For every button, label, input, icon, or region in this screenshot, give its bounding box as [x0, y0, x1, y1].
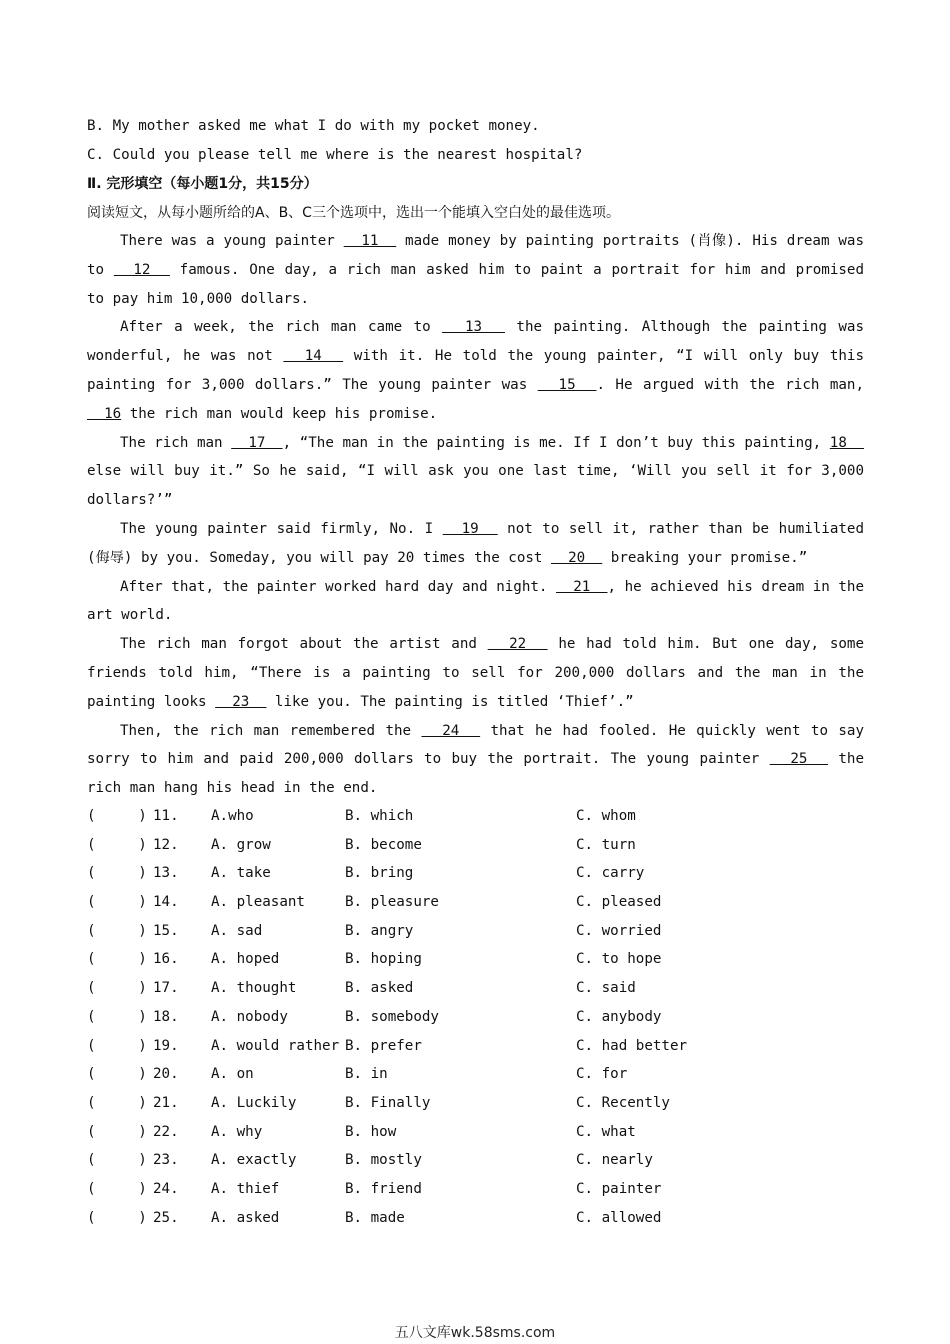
question-row: [87, 1122, 864, 1151]
option-a: A.who: [211, 808, 254, 824]
answer-bracket: ( ): [87, 808, 147, 824]
question-number: 13.: [153, 865, 179, 882]
passage-text: After a week, the rich man came to: [120, 319, 443, 336]
option-b: B. somebody: [345, 1008, 439, 1025]
question-number: 12.: [153, 836, 179, 853]
option-c: C. allowed: [576, 1209, 662, 1226]
section-heading: Ⅱ. 完形填空（每小题1分，共15分）: [87, 176, 318, 192]
answer-blank: 17: [231, 434, 283, 451]
option-c: C. nearly: [576, 1152, 653, 1169]
option-b: B. Finally: [345, 1094, 431, 1111]
answer-bracket: ( ): [87, 1066, 147, 1083]
option-c-line: C. Could you please tell me where is the nearest hospital?: [87, 147, 583, 163]
option-a: A. thought: [211, 980, 297, 997]
answer-bracket: ( ): [87, 951, 147, 968]
question-row: [87, 921, 864, 950]
question-number: 11.: [153, 808, 179, 824]
option-c: C. said: [576, 980, 636, 997]
passage-paragraph: [87, 573, 864, 631]
passage-paragraph: [87, 227, 864, 313]
answer-bracket: ( ): [87, 1037, 147, 1054]
answer-bracket: ( ): [87, 1094, 147, 1111]
question-number: 17.: [153, 980, 179, 997]
passage-text: not to sell it, rather than be humiliated (侮辱) by you. Someday, you will pay 20 times the cost: [87, 520, 864, 566]
option-c: C. Recently: [576, 1094, 670, 1111]
option-b: B. made: [345, 1209, 405, 1226]
question-number: 25.: [153, 1209, 179, 1226]
footer-watermark: 五八文库wk.58sms.com: [394, 1325, 556, 1341]
question-number: 18.: [153, 1008, 179, 1025]
answer-blank: 13: [442, 319, 505, 336]
option-b: B. prefer: [345, 1037, 422, 1054]
passage-text: The rich man: [120, 434, 232, 451]
answer-bracket: ( ): [87, 836, 147, 853]
answer-blank: 16: [87, 405, 122, 422]
question-number: 16.: [153, 951, 179, 968]
option-c: C. carry: [576, 865, 645, 882]
question-options-list: [87, 806, 864, 1236]
answer-bracket: ( ): [87, 980, 147, 997]
passage-text: . He argued with the rich man,: [596, 376, 865, 393]
option-b: B. bring: [345, 865, 414, 882]
question-row: [87, 949, 864, 978]
option-c: C. turn: [576, 836, 636, 853]
question-number: 20.: [153, 1066, 179, 1083]
answer-bracket: ( ): [87, 1008, 147, 1025]
answer-bracket: ( ): [87, 1209, 147, 1226]
option-c: C. to hope: [576, 951, 662, 968]
answer-bracket: ( ): [87, 894, 147, 911]
answer-blank: 21: [556, 578, 608, 595]
option-a: A. would rather: [211, 1037, 340, 1054]
answer-bracket: ( ): [87, 1123, 147, 1140]
option-c: C. pleased: [576, 894, 662, 911]
answer-blank: 18: [829, 434, 865, 451]
option-a: A. sad: [211, 922, 263, 939]
question-number: 24.: [153, 1180, 179, 1197]
answer-bracket: ( ): [87, 1152, 147, 1169]
passage-paragraph: [87, 630, 864, 716]
answer-bracket: ( ): [87, 922, 147, 939]
cloze-passage: [87, 227, 864, 803]
answer-blank: 14: [283, 348, 344, 365]
question-row: [87, 1007, 864, 1036]
option-b: B. become: [345, 836, 422, 853]
question-number: 15.: [153, 922, 179, 939]
question-row: [87, 835, 864, 864]
option-a: A. asked: [211, 1209, 280, 1226]
answer-blank: 24: [421, 722, 481, 739]
question-number: 19.: [153, 1037, 179, 1054]
answer-blank: 19: [442, 520, 498, 537]
option-b: B. friend: [345, 1180, 422, 1197]
option-a: A. grow: [211, 836, 271, 853]
passage-text: breaking your promise.”: [602, 549, 808, 566]
question-number: 22.: [153, 1123, 179, 1140]
section-instruction: 阅读短文，从每小题所给的A、B、C三个选项中，选出一个能填入空白处的最佳选项。: [87, 205, 620, 221]
option-a: A. on: [211, 1066, 254, 1083]
option-a: A. exactly: [211, 1152, 297, 1169]
option-c: C. anybody: [576, 1008, 662, 1025]
option-c: C. what: [576, 1123, 636, 1140]
option-c: C. painter: [576, 1180, 662, 1197]
option-a: A. Luckily: [211, 1094, 297, 1111]
answer-blank: 15: [537, 376, 597, 393]
question-number: 14.: [153, 894, 179, 911]
option-b: B. hoping: [345, 951, 422, 968]
option-a: A. hoped: [211, 951, 280, 968]
passage-text: After that, the painter worked hard day and night.: [120, 578, 557, 595]
answer-blank: 22: [487, 636, 548, 653]
passage-text: The rich man forgot about the artist and: [120, 636, 488, 653]
option-b-line: B. My mother asked me what I do with my pocket money.: [87, 118, 540, 134]
passage-text: that he had fooled. He quickly went to say sorry to him and paid 200,000 dollars to buy the portrait. The young painter: [87, 722, 864, 768]
answer-bracket: ( ): [87, 865, 147, 882]
question-row: [87, 1064, 864, 1093]
option-b: B. in: [345, 1066, 388, 1083]
option-a: A. why: [211, 1123, 263, 1140]
question-row: [87, 1150, 864, 1179]
option-b: B. how: [345, 1123, 397, 1140]
question-row: [87, 806, 864, 835]
question-row: [87, 863, 864, 892]
passage-paragraph: [87, 429, 864, 515]
passage-text: made money by painting portraits (肖像). His dream was to: [87, 233, 865, 278]
option-b: B. angry: [345, 922, 414, 939]
answer-blank: 25: [769, 751, 829, 768]
question-number: 21.: [153, 1094, 179, 1111]
passage-paragraph: [87, 717, 864, 803]
passage-text: the rich man hang his head in the end.: [87, 751, 865, 797]
passage-text: with it. He told the young painter, “I will only buy this painting for 3,000 dollars.” The young painter was: [87, 348, 864, 393]
passage-text: Then, the rich man remembered the: [120, 722, 422, 739]
passage-text: There was a young painter: [120, 233, 344, 249]
passage-text: , he achieved his dream in the art world.: [87, 578, 865, 624]
passage-text: he had told him. But one day, some friends told him, “There is a painting to sell for 200,000 dollars and the man in the painting looks: [87, 636, 864, 710]
option-c: C. whom: [576, 808, 636, 824]
option-b: B. asked: [345, 980, 414, 997]
option-a: A. pleasant: [211, 894, 305, 911]
question-row: [87, 1093, 864, 1122]
option-a: A. nobody: [211, 1008, 288, 1025]
question-row: [87, 1208, 864, 1237]
option-a: A. thief: [211, 1180, 280, 1197]
passage-text: famous. One day, a rich man asked him to paint a portrait for him and promised to pay him 10,000 dollars.: [87, 261, 865, 307]
option-c: C. worried: [576, 922, 662, 939]
question-row: [87, 892, 864, 921]
answer-blank: 20: [551, 549, 603, 566]
passage-text: like you. The painting is titled ‘Thief’.”: [266, 693, 634, 710]
option-c: C. had better: [576, 1037, 688, 1054]
passage-text: the painting. Although the painting was wonderful, he was not: [87, 319, 865, 365]
question-row: [87, 1036, 864, 1065]
option-c: C. for: [576, 1066, 628, 1083]
passage-paragraph: [87, 313, 864, 428]
passage-text: , “The man in the painting is me. If I don’t buy this painting,: [282, 434, 830, 451]
question-row: [87, 1179, 864, 1208]
option-a: A. take: [211, 865, 271, 882]
option-b: B. mostly: [345, 1152, 422, 1169]
passage-paragraph: [87, 515, 864, 573]
answer-blank: 12: [113, 261, 170, 278]
question-row: [87, 978, 864, 1007]
option-b: B. pleasure: [345, 894, 439, 911]
answer-blank: 23: [215, 693, 267, 710]
passage-text: the rich man would keep his promise.: [121, 405, 438, 422]
answer-bracket: ( ): [87, 1180, 147, 1197]
passage-text: else will buy it.” So he said, “I will ask you one last time, ‘Will you sell it for 3,000 dollars?’”: [87, 463, 864, 509]
option-b: B. which: [345, 808, 414, 824]
passage-text: The young painter said firmly, No. I: [120, 520, 443, 537]
answer-blank: 11: [343, 233, 397, 249]
question-number: 23.: [153, 1152, 179, 1169]
